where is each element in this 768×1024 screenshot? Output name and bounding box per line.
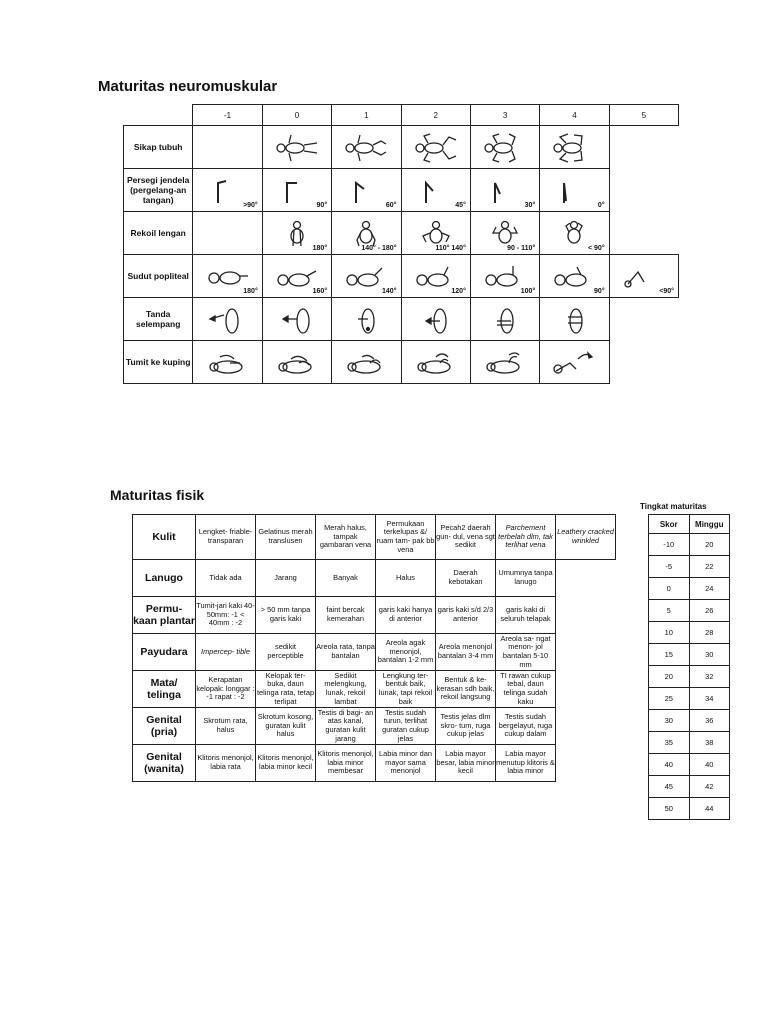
table-cell: Merah halus, tampak gambaran vena bbox=[316, 515, 376, 560]
table-cell: garis kaki di seluruh telapak bbox=[496, 597, 556, 634]
week-cell: 44 bbox=[689, 798, 730, 820]
row-label: Kulit bbox=[133, 515, 196, 560]
table-cell: Sedikit melengkung, lunak, rekoil lambat bbox=[316, 671, 376, 708]
table-cell: sedikit perceptible bbox=[256, 634, 316, 671]
table-cell: Labia minor dan mayor sama menonjol bbox=[376, 745, 436, 782]
skin-row bbox=[133, 515, 616, 560]
score-cell: 25 bbox=[649, 688, 690, 710]
table-cell: Lengkung ter- bentuk baik, lunak, tapi rekoil baik bbox=[376, 671, 436, 708]
table-cell: Banyak bbox=[316, 560, 376, 597]
arm-recoil-figure: < 90° bbox=[540, 212, 609, 255]
row-label: Persegi jendela (pergelang-an tangan) bbox=[124, 169, 193, 212]
heel-to-ear-row bbox=[124, 341, 679, 384]
scarf-figure bbox=[401, 298, 470, 341]
score-cell: 5 bbox=[649, 600, 690, 622]
table-cell: Skrotum rata, halus bbox=[196, 708, 256, 745]
score-header: -1 bbox=[193, 105, 262, 126]
scarf-figure bbox=[193, 298, 262, 341]
table-row bbox=[649, 776, 730, 798]
wrist-figure: >90° bbox=[193, 169, 262, 212]
table-cell: garis kaki s/d 2/3 anterior bbox=[436, 597, 496, 634]
neuromuscular-table bbox=[123, 104, 679, 384]
table-row bbox=[649, 556, 730, 578]
table-cell: Jarang bbox=[256, 560, 316, 597]
eye-ear-row bbox=[133, 671, 616, 708]
arm-recoil-figure: 180° bbox=[262, 212, 331, 255]
week-cell: 34 bbox=[689, 688, 730, 710]
row-label: Sudut popliteal bbox=[124, 255, 193, 298]
lanugo-row bbox=[133, 560, 616, 597]
score-cell: 10 bbox=[649, 622, 690, 644]
table-cell: Klitoris menonjol, labia minor membesar bbox=[316, 745, 376, 782]
wrist-figure: 45° bbox=[401, 169, 470, 212]
posture-figure bbox=[332, 126, 401, 169]
posture-row bbox=[124, 126, 679, 169]
column-header: Skor bbox=[649, 515, 690, 534]
table-cell: Impercep- tible bbox=[196, 634, 256, 671]
table-cell: Testis sudah bergelayut, ruga cukup dalam bbox=[496, 708, 556, 745]
popliteal-figure: 140° bbox=[332, 255, 401, 298]
table-cell: Leathery cracked wrinkled bbox=[556, 515, 616, 560]
maturity-scale-table bbox=[648, 514, 730, 820]
physical-maturity-table bbox=[132, 514, 616, 782]
row-label: Mata/ telinga bbox=[133, 671, 196, 708]
arm-recoil-figure: 110° 140° bbox=[401, 212, 470, 255]
arm-recoil-row bbox=[124, 212, 679, 255]
breast-row bbox=[133, 634, 616, 671]
table-cell: Kerapatan kelopak: longgar : -1 rapat : -2 bbox=[196, 671, 256, 708]
heel-ear-figure bbox=[470, 341, 539, 384]
scale-header-row bbox=[649, 515, 730, 534]
table-row bbox=[649, 798, 730, 820]
row-label: Rekoil lengan bbox=[124, 212, 193, 255]
row-label: Tanda selempang bbox=[124, 298, 193, 341]
row-label: Genital (pria) bbox=[133, 708, 196, 745]
table-cell: Permukaan terkelupas &/ ruam tam- pak bb vena bbox=[376, 515, 436, 560]
scarf-figure bbox=[540, 298, 609, 341]
score-header: 0 bbox=[262, 105, 331, 126]
score-cell: 0 bbox=[649, 578, 690, 600]
score-cell: 35 bbox=[649, 732, 690, 754]
row-label: Payudara bbox=[133, 634, 196, 671]
score-cell: 45 bbox=[649, 776, 690, 798]
table-cell: Lengket- friable- transparan bbox=[196, 515, 256, 560]
table-cell: Daerah kebotakan bbox=[436, 560, 496, 597]
maturity-scale-title: Tingkat maturitas bbox=[640, 502, 707, 511]
week-cell: 30 bbox=[689, 644, 730, 666]
scarf-figure bbox=[332, 298, 401, 341]
table-row bbox=[649, 644, 730, 666]
table-cell: Klitoris menonjol, labia rata bbox=[196, 745, 256, 782]
popliteal-figure: 180° bbox=[193, 255, 262, 298]
score-header: 3 bbox=[470, 105, 539, 126]
table-cell: Testis sudah turun, terlihat guratan cukup jelas bbox=[376, 708, 436, 745]
wrist-figure: 30° bbox=[470, 169, 539, 212]
table-row bbox=[649, 688, 730, 710]
table-cell: Gelatinus merah translusen bbox=[256, 515, 316, 560]
plantar-row bbox=[133, 597, 616, 634]
score-header: 4 bbox=[540, 105, 609, 126]
popliteal-angle-row bbox=[124, 255, 679, 298]
table-cell: TI rawan cukup tebal, daun telinga sudah kaku bbox=[496, 671, 556, 708]
table-cell: > 50 mm tanpa garis kaki bbox=[256, 597, 316, 634]
score-cell: 20 bbox=[649, 666, 690, 688]
table-cell: Testis jelas dlm skro- tum, ruga cukup jelas bbox=[436, 708, 496, 745]
popliteal-figure: 100° bbox=[470, 255, 539, 298]
table-cell: Parchement terbelah dlm, tak terlihat vena bbox=[496, 515, 556, 560]
table-cell: Areola sa- ngat menon- jol bantalan 5-10 mm bbox=[496, 634, 556, 671]
table-cell: faint bercak kemerahan bbox=[316, 597, 376, 634]
genital-male-row bbox=[133, 708, 616, 745]
score-cell: -5 bbox=[649, 556, 690, 578]
week-cell: 40 bbox=[689, 754, 730, 776]
table-cell: Kelopak ter- buka, daun telinga rata, tetap terlipat bbox=[256, 670, 315, 706]
table-cell: Labia mayor besar, labia minor kecil bbox=[436, 745, 496, 782]
posture-figure bbox=[470, 126, 539, 169]
table-cell: Tumit-jari kaki 40-50mm: -1 < 40mm : -2 bbox=[196, 597, 256, 634]
score-header-row bbox=[124, 105, 679, 126]
week-cell: 32 bbox=[689, 666, 730, 688]
table-row bbox=[649, 666, 730, 688]
heel-ear-figure bbox=[332, 341, 401, 384]
square-window-row bbox=[124, 169, 679, 212]
table-cell: Areola rata, tanpa bantalan bbox=[316, 634, 376, 671]
table-row bbox=[649, 600, 730, 622]
scarf-figure bbox=[470, 298, 539, 341]
scarf-figure bbox=[262, 298, 331, 341]
table-cell: garis kaki hanya di anterior bbox=[376, 597, 436, 634]
posture-figure bbox=[540, 126, 609, 169]
table-cell: Testis di bagi- an atas kanal, guratan kulit jarang bbox=[316, 708, 376, 745]
score-cell: -10 bbox=[649, 534, 690, 556]
week-cell: 26 bbox=[689, 600, 730, 622]
week-cell: 28 bbox=[689, 622, 730, 644]
posture-figure bbox=[262, 126, 331, 169]
score-header: 5 bbox=[609, 105, 678, 126]
popliteal-figure: 120° bbox=[401, 255, 470, 298]
table-row bbox=[649, 710, 730, 732]
wrist-figure: 90° bbox=[262, 169, 331, 212]
week-cell: 24 bbox=[689, 578, 730, 600]
table-cell: Labia mayor menutup klitoris & labia minor bbox=[496, 745, 556, 782]
week-cell: 22 bbox=[689, 556, 730, 578]
table-cell: Tidak ada bbox=[196, 560, 256, 597]
column-header: Minggu bbox=[689, 515, 730, 534]
table-row bbox=[649, 534, 730, 556]
heel-ear-figure bbox=[262, 341, 331, 384]
table-row bbox=[649, 578, 730, 600]
arm-recoil-figure: 90 - 110° bbox=[470, 212, 539, 255]
table-cell: Areola agak menonjol, bantalan 1-2 mm bbox=[376, 634, 436, 671]
table-cell: Klitoris menonjol, labia minor kecil bbox=[256, 745, 316, 782]
table-cell: Areola menonjol bantalan 3-4 mm bbox=[436, 634, 496, 671]
table-cell: Pecah2 daerah gun- dul, vena sgt sedikit bbox=[436, 515, 496, 560]
physical-title: Maturitas fisik bbox=[110, 487, 205, 503]
table-cell: Bentuk & ke- kerasan sdh baik, rekoil langsung bbox=[436, 671, 496, 708]
score-header: 1 bbox=[332, 105, 401, 126]
heel-ear-figure bbox=[540, 341, 609, 384]
heel-ear-figure bbox=[193, 341, 262, 384]
row-label: Genital (wanita) bbox=[133, 745, 196, 782]
neuromuscular-title: Maturitas neuromuskular bbox=[98, 78, 278, 95]
row-label: Lanugo bbox=[133, 560, 196, 597]
week-cell: 20 bbox=[689, 534, 730, 556]
table-row bbox=[649, 622, 730, 644]
posture-figure bbox=[401, 126, 470, 169]
score-header: 2 bbox=[401, 105, 470, 126]
week-cell: 42 bbox=[689, 776, 730, 798]
row-label: Tumit ke kuping bbox=[124, 341, 193, 384]
arm-recoil-figure: 140° - 180° bbox=[332, 212, 401, 255]
week-cell: 38 bbox=[689, 732, 730, 754]
row-label: Sikap tubuh bbox=[124, 126, 193, 169]
scarf-sign-row bbox=[124, 298, 679, 341]
table-row bbox=[649, 732, 730, 754]
heel-ear-figure bbox=[401, 341, 470, 384]
table-cell: Umumnya tanpa lanugo bbox=[496, 560, 556, 597]
wrist-figure: 60° bbox=[332, 169, 401, 212]
popliteal-figure: 160° bbox=[262, 255, 331, 298]
row-label: Permu- kaan plantar bbox=[133, 597, 196, 634]
wrist-figure: 0° bbox=[540, 169, 609, 212]
popliteal-figure: <90° bbox=[609, 255, 678, 298]
score-cell: 15 bbox=[649, 644, 690, 666]
table-row bbox=[649, 754, 730, 776]
week-cell: 36 bbox=[689, 710, 730, 732]
score-cell: 50 bbox=[649, 798, 690, 820]
table-cell: Halus bbox=[376, 560, 436, 597]
score-cell: 30 bbox=[649, 710, 690, 732]
table-cell: Skrotum kosong, guratan kulit halus bbox=[256, 708, 316, 745]
popliteal-figure: 90° bbox=[540, 255, 609, 298]
score-cell: 40 bbox=[649, 754, 690, 776]
genital-female-row bbox=[133, 745, 616, 782]
